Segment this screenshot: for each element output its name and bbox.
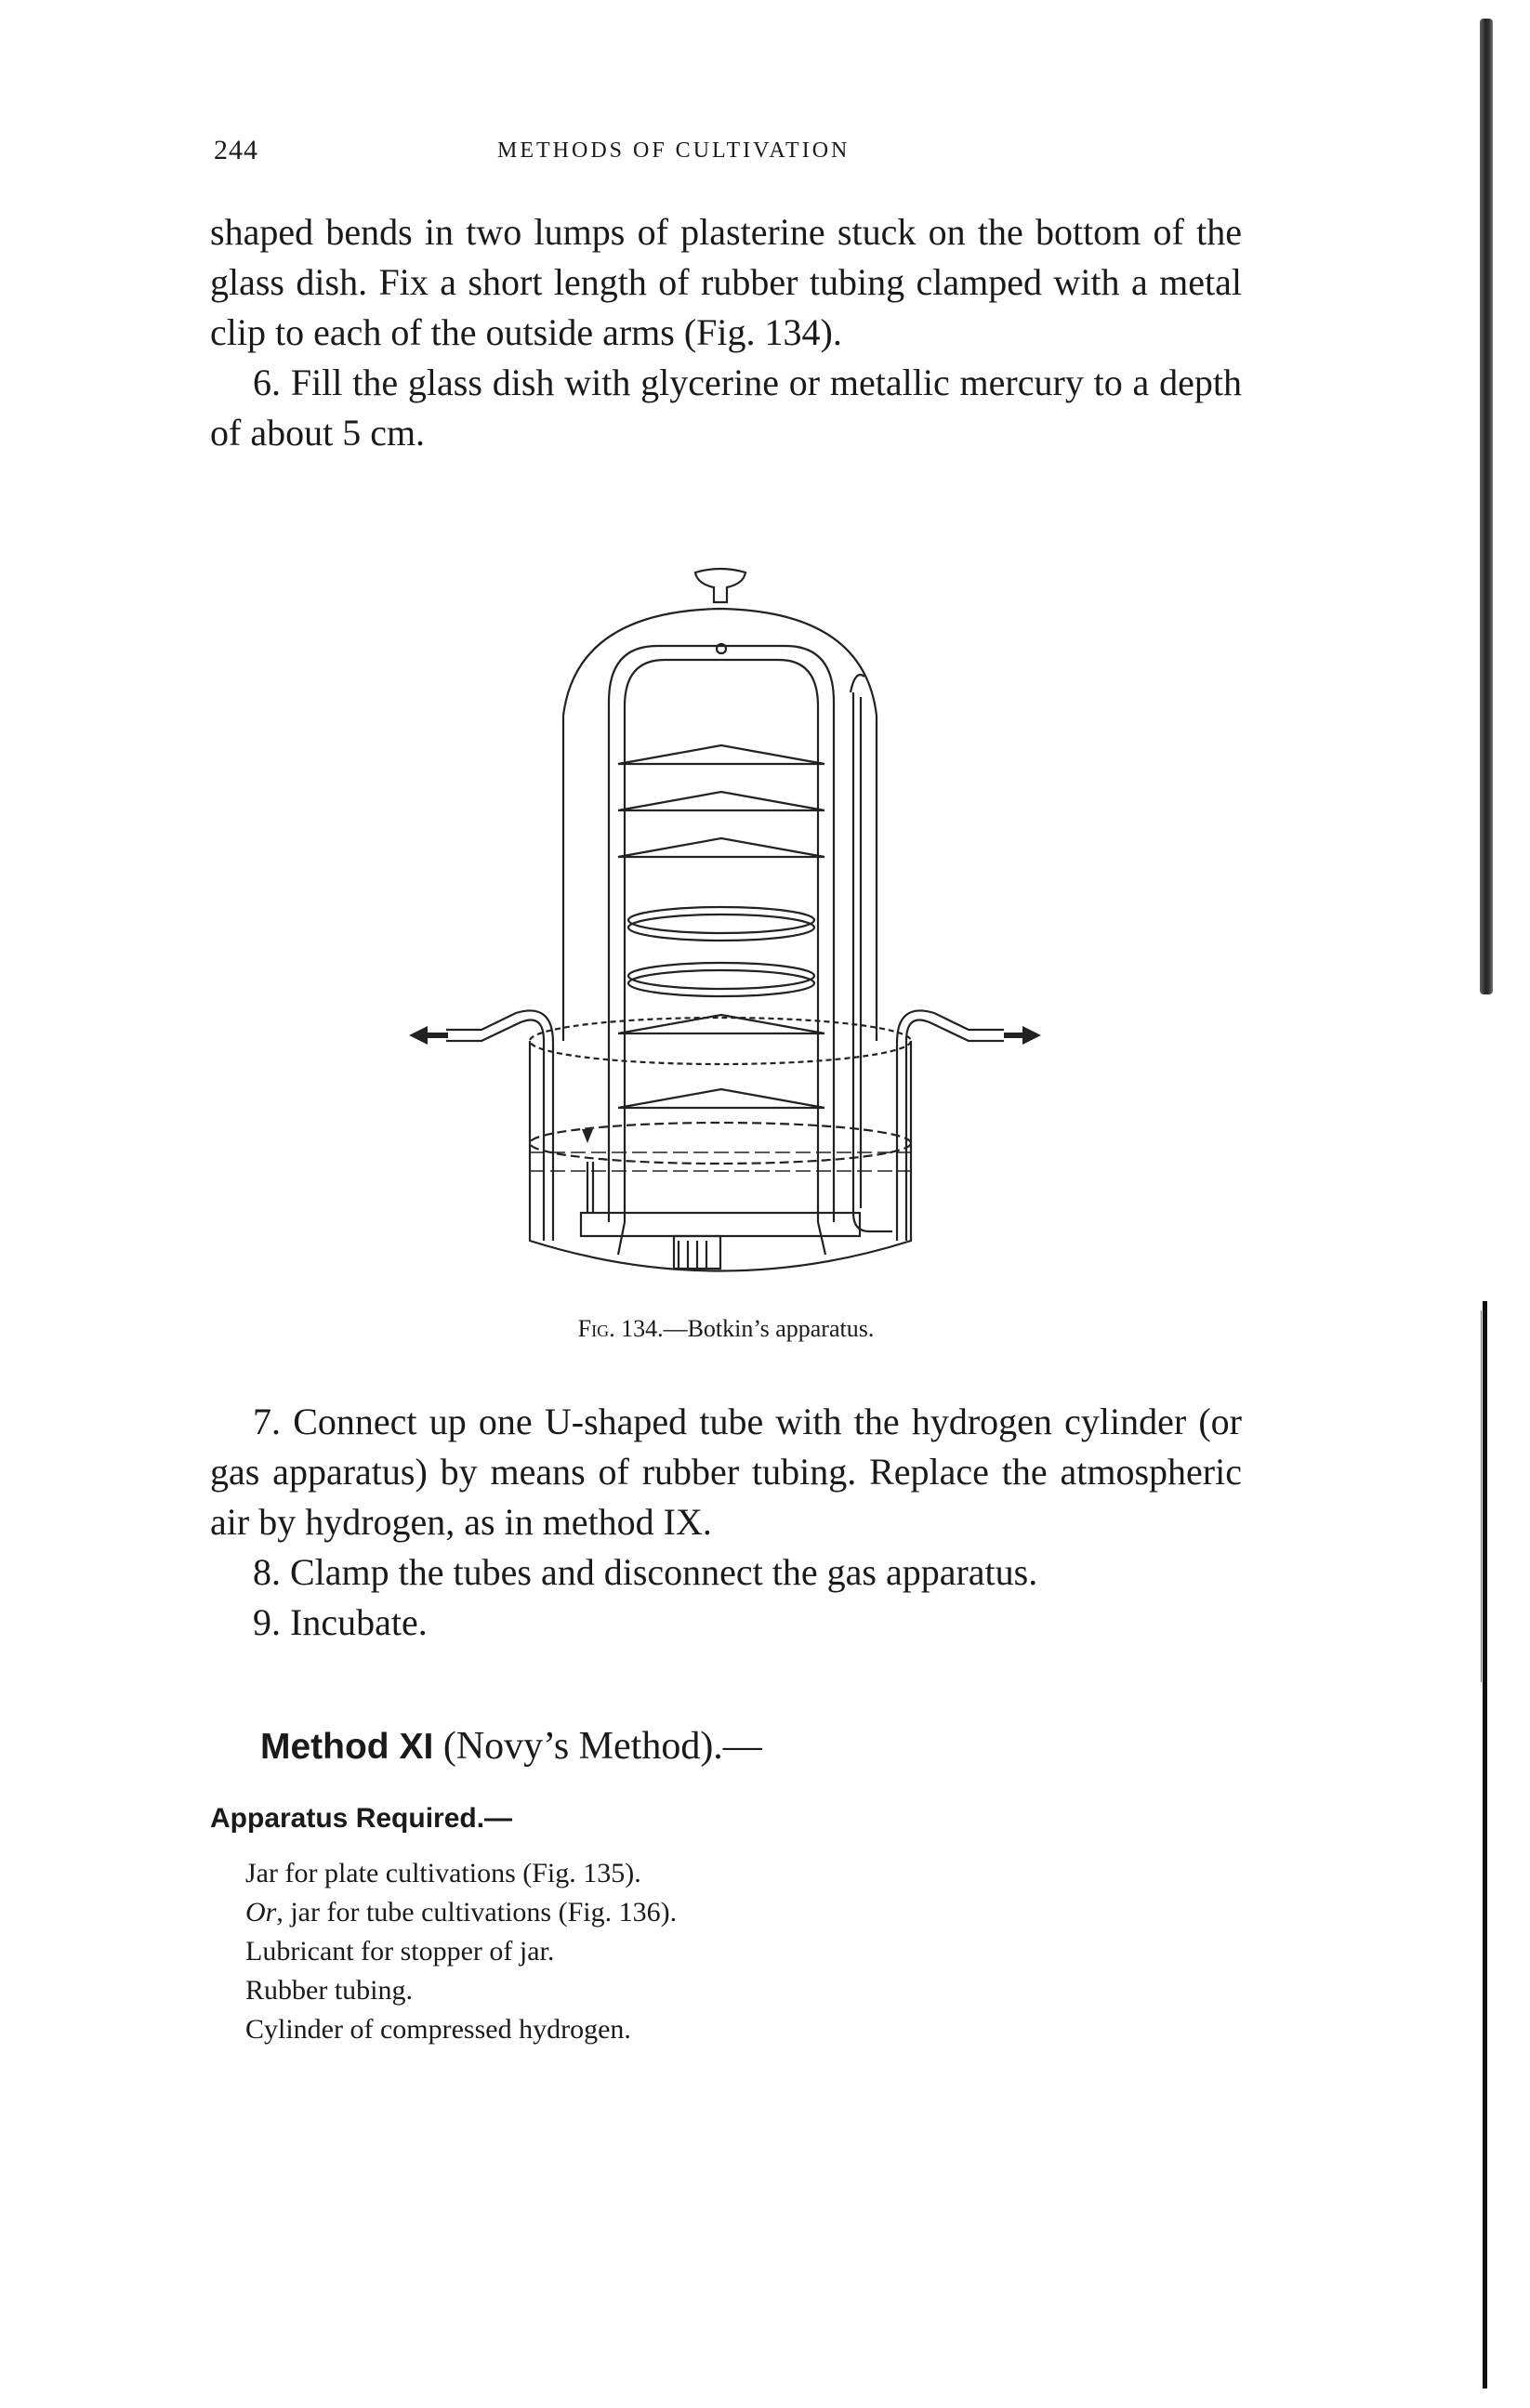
apparatus-list <box>245 1854 677 2049</box>
step-8: 8. Clamp the tubes and disconnect the gas apparatus. <box>253 1551 1038 1593</box>
figure-caption <box>210 1315 1242 1343</box>
intro-text <box>210 207 1242 458</box>
botkins-apparatus-illustration <box>390 558 1060 1310</box>
figure-botkins-apparatus <box>390 558 1060 1310</box>
paragraph-continuation: shaped bends in two lumps of plasterine stuck on the bottom of the glass dish. Fix a short length of rubber tubing clamped with a metal clip to each of the outside arms (Fig. 134). <box>210 211 1242 353</box>
method-title-bold: Method XI <box>260 1727 434 1767</box>
page-number: 244 <box>214 135 258 165</box>
page-edge-shadow <box>1480 19 1493 994</box>
caption-text: —Botkin’s apparatus. <box>663 1315 875 1342</box>
flow-arrows <box>409 1026 1041 1143</box>
apparatus-heading: Apparatus Required.— <box>210 1803 513 1834</box>
left-small-tube <box>587 1162 593 1213</box>
paragraph-step-6: 6. Fill the glass dish with glycerine or metallic mercury to a depth of about 5 cm. <box>210 362 1242 454</box>
page-edge-thin-line <box>1481 1310 1482 1682</box>
list-item: Lubricant for stopper of jar. <box>245 1936 555 1967</box>
shelves-with-plates <box>628 907 814 996</box>
steps-text <box>210 1397 1242 1648</box>
step-9: 9. Incubate. <box>253 1601 428 1643</box>
list-item: Rubber tubing. <box>245 1975 413 2006</box>
caption-label: Fig. 134. <box>577 1315 664 1342</box>
right-tube <box>851 675 892 1231</box>
step-7: 7. Connect up one U-shaped tube with the hydrogen cylinder (or gas apparatus) by means of rubber tubing. Replace the atmospheric air by hydrogen, as in method IX. <box>210 1401 1242 1543</box>
running-head <box>214 135 1246 172</box>
page-edge-line <box>1483 1301 1487 2388</box>
running-title: METHODS OF CULTIVATION <box>497 138 851 163</box>
method-heading <box>260 1724 762 1769</box>
list-item: Jar for plate cultivations (Fig. 135). <box>245 1858 641 1888</box>
empty-shelves <box>618 745 824 1108</box>
bell-knob <box>695 569 745 602</box>
list-item: Cylinder of compressed hydrogen. <box>245 2014 631 2045</box>
list-item: Or, jar for tube cultivations (Fig. 136). <box>245 1897 678 1928</box>
method-title-rest: (Novy’s Method).— <box>433 1725 762 1768</box>
right-u-tube <box>897 1010 1004 1241</box>
